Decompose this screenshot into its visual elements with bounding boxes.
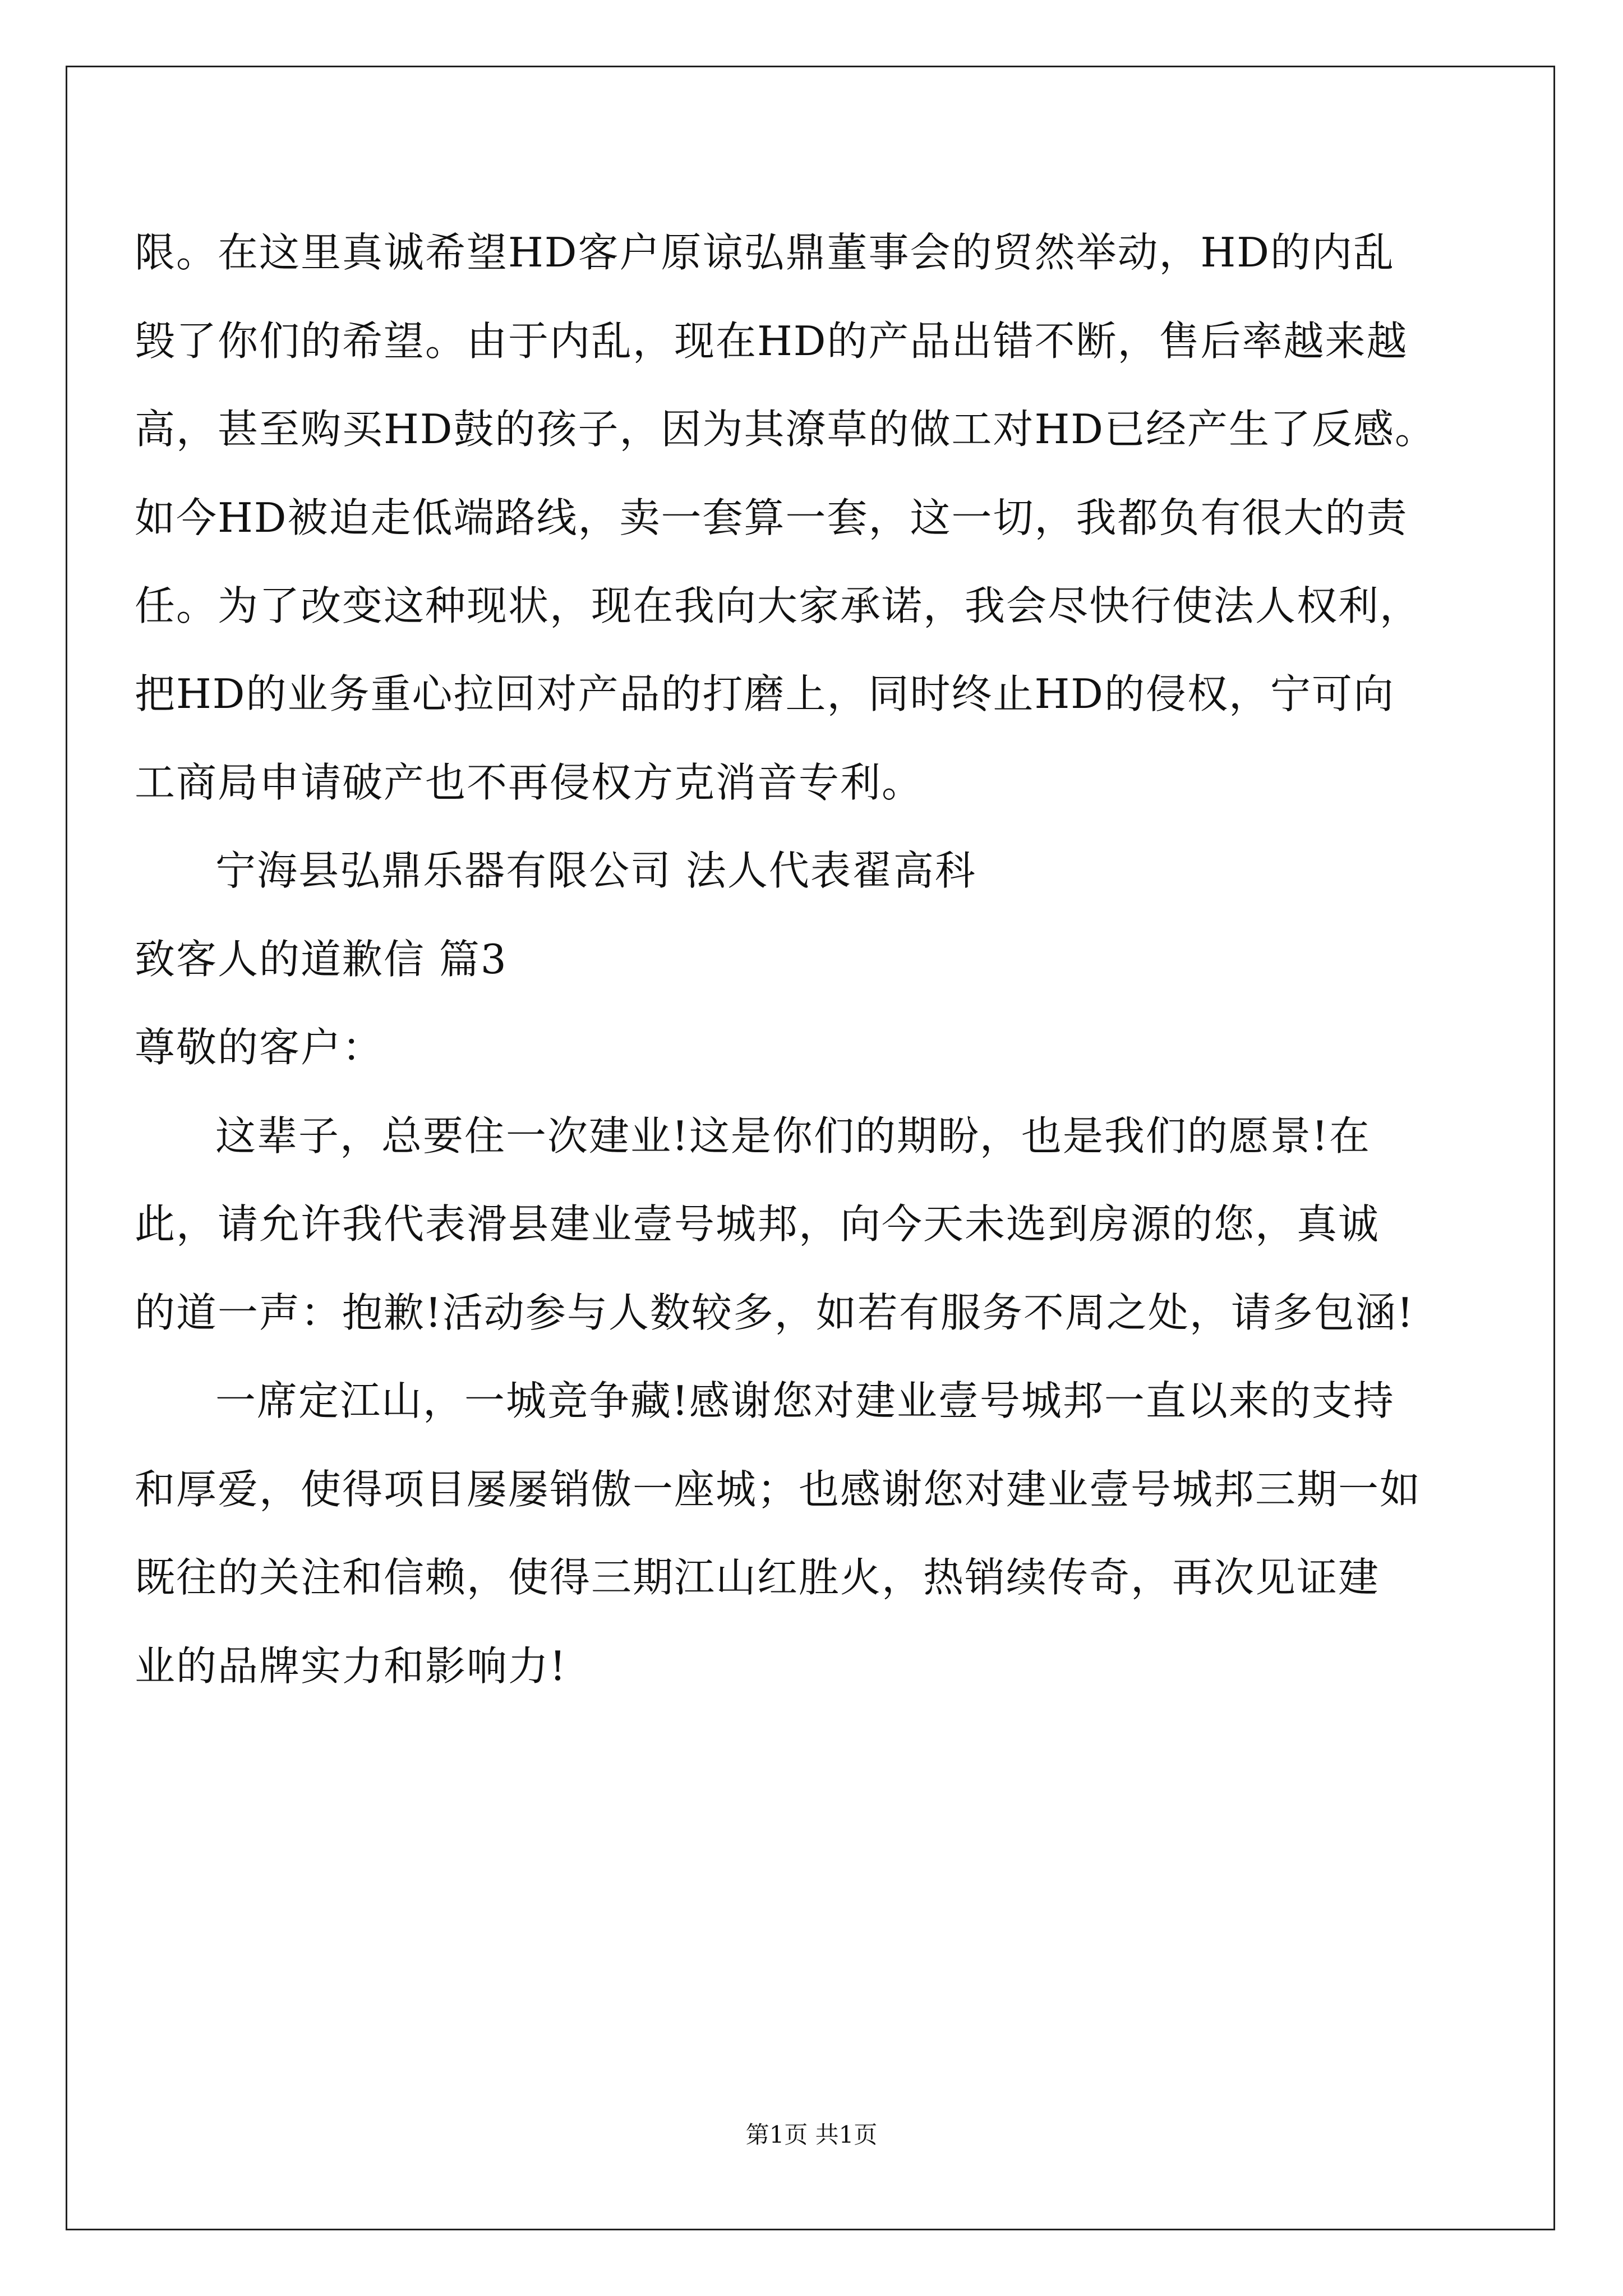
page-number: 第1页 共1页 [745, 2121, 878, 2148]
paragraph-line: 如今HD被迫走低端路线，卖一套算一套，这一切，我都负有很大的责 [135, 494, 1408, 541]
paragraph-line: 工商局申请破产也不再侵权方克消音专利。 [135, 759, 924, 806]
signature-line: 宁海县弘鼎乐器有限公司 法人代表翟高科 [215, 847, 976, 894]
paragraph-line: 此，请允许我代表滑县建业壹号城邦，向今天未选到房源的您，真诚 [135, 1200, 1380, 1248]
paragraph-line: 既往的关注和信赖，使得三期江山红胜火，热销续传奇，再次见证建 [135, 1554, 1380, 1601]
paragraph-line: 把HD的业务重心拉回对产品的打磨上，同时终止HD的侵权，宁可向 [135, 670, 1395, 717]
paragraph-line: 业的品牌实力和影响力! [135, 1642, 567, 1690]
paragraph-line: 这辈子，总要住一次建业!这是你们的期盼，也是我们的愿景!在 [215, 1112, 1371, 1159]
paragraph-line: 一席定江山，一城竞争藏!感谢您对建业壹号城邦一直以来的支持 [215, 1377, 1395, 1424]
paragraph-line: 和厚爱，使得项目屡屡销傲一座城；也感谢您对建业壹号城邦三期一如 [135, 1466, 1422, 1513]
paragraph-line: 限。在这里真诚希望HD客户原谅弘鼎董事会的贸然举动，HD的内乱 [135, 229, 1395, 276]
section-heading: 致客人的道歉信 篇3 [135, 936, 508, 983]
paragraph-line: 的道一声：抱歉!活动参与人数较多，如若有服务不周之处，请多包涵! [135, 1289, 1414, 1336]
paragraph-line: 高，甚至购买HD鼓的孩子，因为其潦草的做工对HD已经产生了反感。 [135, 406, 1437, 453]
paragraph-line: 任。为了改变这种现状，现在我向大家承诺，我会尽快行使法人权利， [135, 582, 1422, 629]
salutation: 尊敬的客户： [135, 1024, 384, 1071]
paragraph-line: 毁了你们的希望。由于内乱，现在HD的产品出错不断，售后率越来越 [135, 318, 1408, 365]
